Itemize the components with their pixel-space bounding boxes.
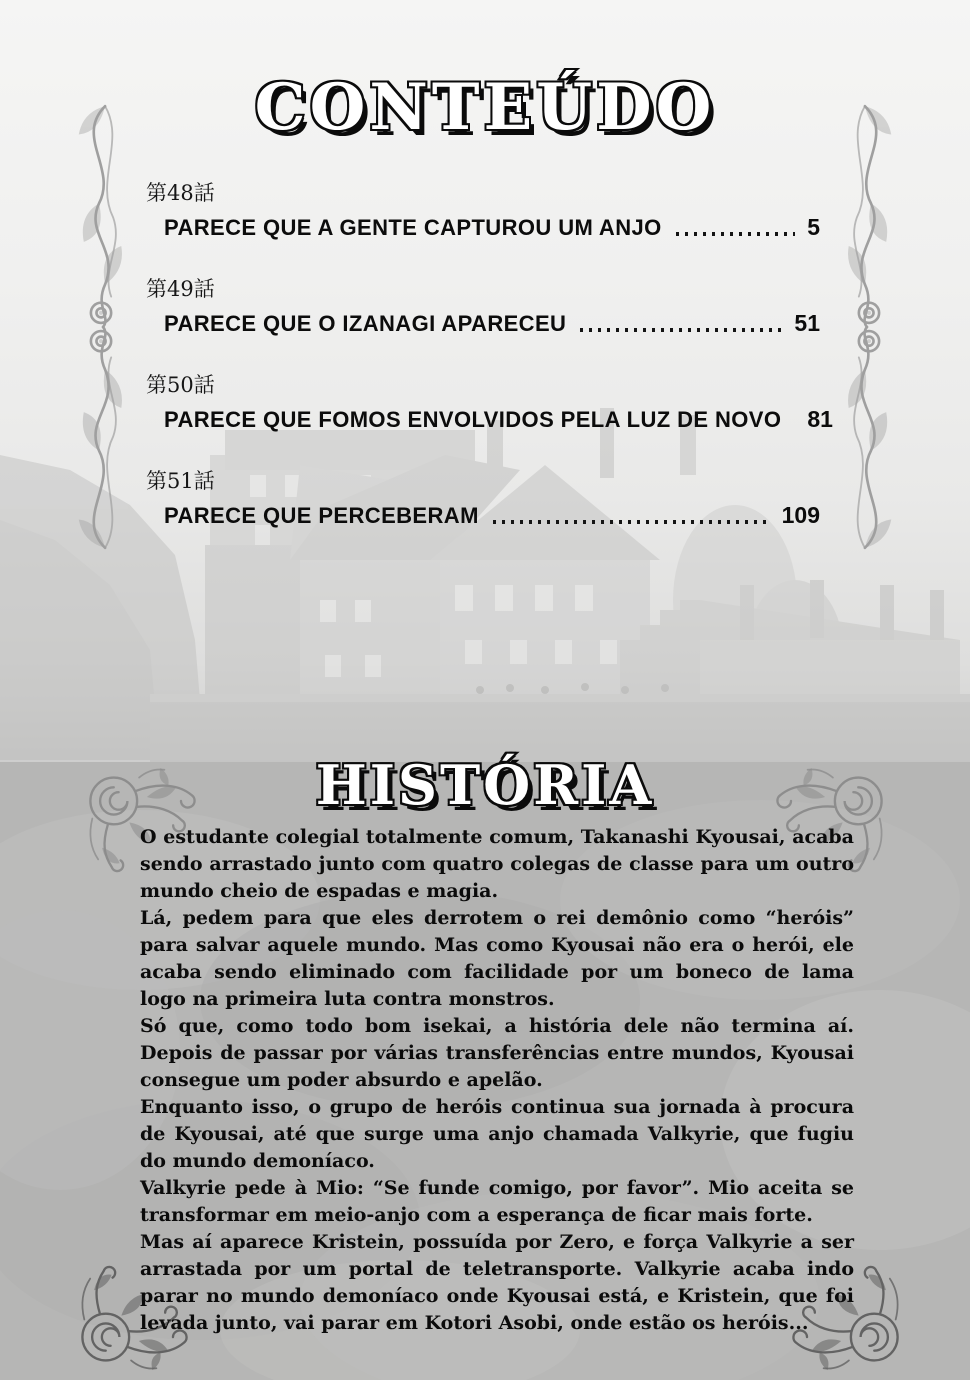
story-paragraph: Lá, pedem para que eles derrotem o rei demônio como “heróis” para salvar aquele mundo. Mas como Kyousai não era o herói, ele acaba sendo eliminado com facilidade por um boneco de lama logo na primeira luta contra monstros. [140,906,854,1010]
chapter-title: PARECE QUE PERCEBERAM [164,503,479,529]
dot-leader [493,520,770,524]
toc-line [146,310,820,337]
toc-line [146,406,833,433]
chapter-page-number: 5 [807,214,820,241]
chapter-number-label: 第49話 [146,277,215,302]
chapter-page-number: 81 [807,406,833,433]
chapter-page-number: 51 [794,310,820,337]
toc-entry [146,177,820,241]
table-of-contents [146,177,833,529]
dot-leader [580,328,782,332]
toc-entry [146,273,820,337]
chapter-number-label: 第51話 [146,469,215,494]
story-paragraph: Só que, como todo bom isekai, a história dele não termina aí. Depois de passar por várias transferências entre mundos, Kyousai consegue um poder absurdo e apelão. [140,1014,854,1091]
toc-entry [146,465,820,529]
chapter-number-label: 第50話 [146,373,215,398]
toc-entry [146,369,833,433]
story-title: HISTÓRIA [315,753,655,818]
dot-leader [676,232,796,236]
contents-title: CONTEÚDO [254,70,716,145]
chapter-title: PARECE QUE A GENTE CAPTUROU UM ANJO [164,215,662,241]
story-section [0,753,970,1337]
story-paragraph: Valkyrie pede à Mio: “Se funde comigo, por favor”. Mio aceita se transformar em meio-anjo com a esperança de ficar mais forte. [140,1176,854,1226]
story-paragraph: Enquanto isso, o grupo de heróis continua sua jornada à procura de Kyousai, até que surge uma anjo chamada Valkyrie, que fugiu do mundo demoníaco. [140,1095,854,1172]
toc-line [146,214,820,241]
chapter-title: PARECE QUE FOMOS ENVOLVIDOS PELA LUZ DE NOVO [164,407,782,433]
chapter-number-label: 第48話 [146,181,215,206]
toc-line [146,502,820,529]
chapter-page-number: 109 [781,502,820,529]
story-summary [140,824,854,1337]
story-paragraph: O estudante colegial totalmente comum, Takanashi Kyousai, acaba sendo arrastado junto com quatro colegas de classe para um outro mundo cheio de espadas e magia. [140,825,854,902]
story-paragraph: Mas aí aparece Kristein, possuída por Zero, e força Valkyrie a ser arrastada por um portal de teletransporte. Valkyrie acaba indo parar no mundo demoníaco onde Kyousai está, e Kristein, que foi levada junto, vai parar em Kotori Asobi, onde estão os heróis... [140,1230,854,1334]
chapter-title: PARECE QUE O IZANAGI APARECEU [164,311,567,337]
